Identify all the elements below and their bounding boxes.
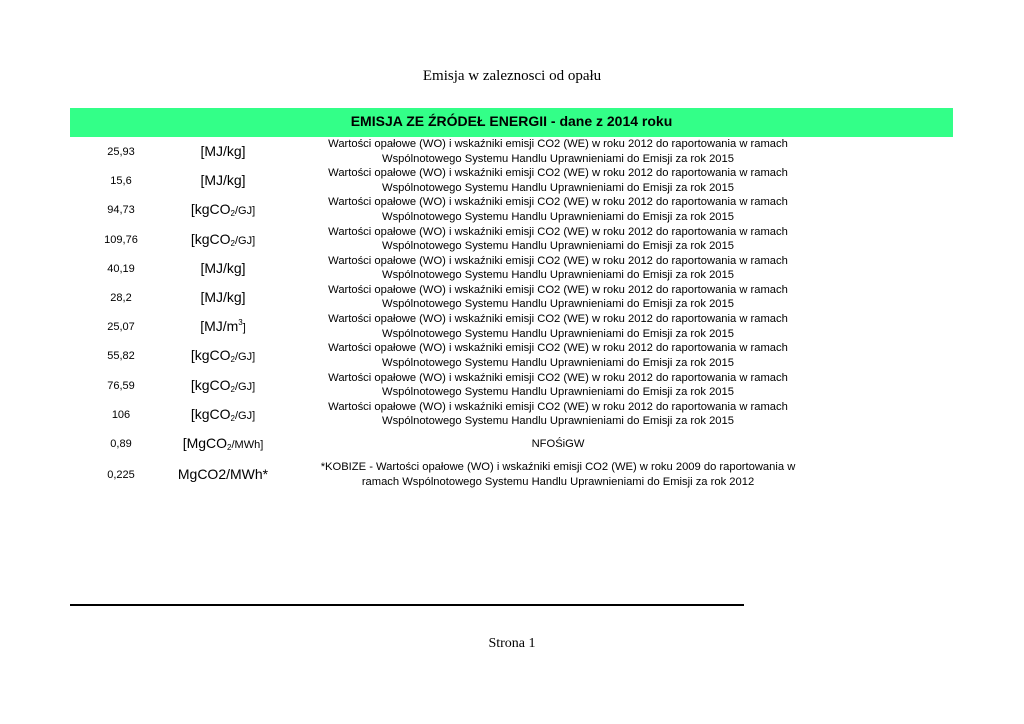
emission-value: 28,2 (110, 291, 132, 304)
emission-value: 76,59 (107, 379, 135, 392)
source-note: Wartości opałowe (WO) i wskaźniki emisji CO2 (WE) w roku 2012 do raportowania w ramach Wspólnotowego Systemu Handlu Uprawnieniami do Emisji za rok 2015 (328, 342, 788, 369)
emission-value: 40,19 (107, 262, 135, 275)
emission-value: 25,93 (107, 146, 135, 158)
unit-label: [kgCO$_2$/GJ] (190, 376, 256, 394)
table-row (70, 254, 953, 283)
source-note: Wartości opałowe (WO) i wskaźniki emisji CO2 (WE) w roku 2012 do raportowania w ramach Wspólnotowego Systemu Handlu Uprawnieniami do Emisji za rok 2015 (328, 313, 788, 340)
emission-value: 109,76 (104, 233, 138, 246)
source-note: Wartości opałowe (WO) i wskaźniki emisji CO2 (WE) w roku 2012 do raportowania w ramach Wspólnotowego Systemu Handlu Uprawnieniami do Emisji za rok 2015 (328, 400, 788, 428)
source-note: NFOŚiGW (531, 437, 585, 450)
emission-value: 55,82 (107, 350, 135, 363)
unit-label: [kgCO$_2$/GJ] (190, 230, 256, 248)
source-note: Wartości opałowe (WO) i wskaźniki emisji CO2 (WE) w roku 2012 do raportowania w ramach Wspólnotowego Systemu Handlu Uprawnieniami do Emisji za rok 2015 (328, 138, 788, 165)
table-row (70, 400, 953, 429)
table-row (70, 429, 953, 458)
table-row (70, 458, 953, 492)
unit-label: $[MJ/m^3]$ (200, 318, 246, 335)
unit-label: [MgCO$_2$/MWh] (182, 434, 264, 452)
unit-label: [kgCO$_2$/GJ] (190, 347, 256, 365)
page-footer: Strona 1 (488, 636, 536, 651)
unit-label: [MJ/kg] (200, 143, 246, 159)
table-header-banner: EMISJA ZE ŹRÓDEŁ ENERGII - dane z 2014 roku (70, 108, 953, 137)
unit-label: MgCO2/MWh* (177, 466, 269, 483)
emission-value: 15,6 (110, 175, 132, 188)
unit-label: [MJ/kg] (200, 259, 246, 276)
emission-value: 0,225 (107, 469, 135, 482)
unit-label: [MJ/kg] (200, 288, 246, 305)
source-note: Wartości opałowe (WO) i wskaźniki emisji CO2 (WE) w roku 2012 do raportowania w ramach Wspólnotowego Systemu Handlu Uprawnieniami do Emisji za rok 2015 (328, 225, 788, 253)
emission-value: 94,73 (107, 204, 135, 217)
source-note: Wartości opałowe (WO) i wskaźniki emisji CO2 (WE) w roku 2012 do raportowania w ramach Wspólnotowego Systemu Handlu Uprawnieniami do Emisji za rok 2015 (328, 254, 788, 282)
emission-value: 106 (111, 408, 131, 421)
emission-value: 0,89 (110, 437, 132, 450)
table-row (70, 166, 953, 195)
source-note: *KOBIZE - Wartości opałowe (WO) i wskaźniki emisji CO2 (WE) w roku 2009 do raportowania w ramach Wspólnotowego Systemu Handlu Uprawnieniami do Emisji za rok 2012 (320, 461, 796, 488)
emission-value: 25,07 (107, 321, 135, 334)
table-row (70, 312, 953, 341)
page-title: Emisja w zaleznosci od opału (422, 68, 602, 84)
table-row (70, 137, 953, 166)
emission-table (70, 137, 953, 492)
table-row (70, 283, 953, 312)
table-row (70, 195, 953, 224)
unit-label: [kgCO$_2$/GJ] (190, 405, 256, 423)
table-row (70, 371, 953, 400)
footer-divider (70, 604, 744, 606)
table-row (70, 225, 953, 254)
unit-label: [kgCO$_2$/GJ] (190, 201, 256, 219)
source-note: Wartości opałowe (WO) i wskaźniki emisji CO2 (WE) w roku 2012 do raportowania w ramach Wspólnotowego Systemu Handlu Uprawnieniami do Emisji za rok 2015 (328, 196, 788, 223)
source-note: Wartości opałowe (WO) i wskaźniki emisji CO2 (WE) w roku 2012 do raportowania w ramach Wspólnotowego Systemu Handlu Uprawnieniami do Emisji za rok 2015 (328, 167, 788, 194)
table-row (70, 341, 953, 370)
source-note: Wartości opałowe (WO) i wskaźniki emisji CO2 (WE) w roku 2012 do raportowania w ramach Wspólnotowego Systemu Handlu Uprawnieniami do Emisji za rok 2015 (328, 283, 788, 311)
source-note: Wartości opałowe (WO) i wskaźniki emisji CO2 (WE) w roku 2012 do raportowania w ramach Wspólnotowego Systemu Handlu Uprawnieniami do Emisji za rok 2015 (328, 371, 788, 398)
unit-label: [MJ/kg] (200, 172, 246, 189)
